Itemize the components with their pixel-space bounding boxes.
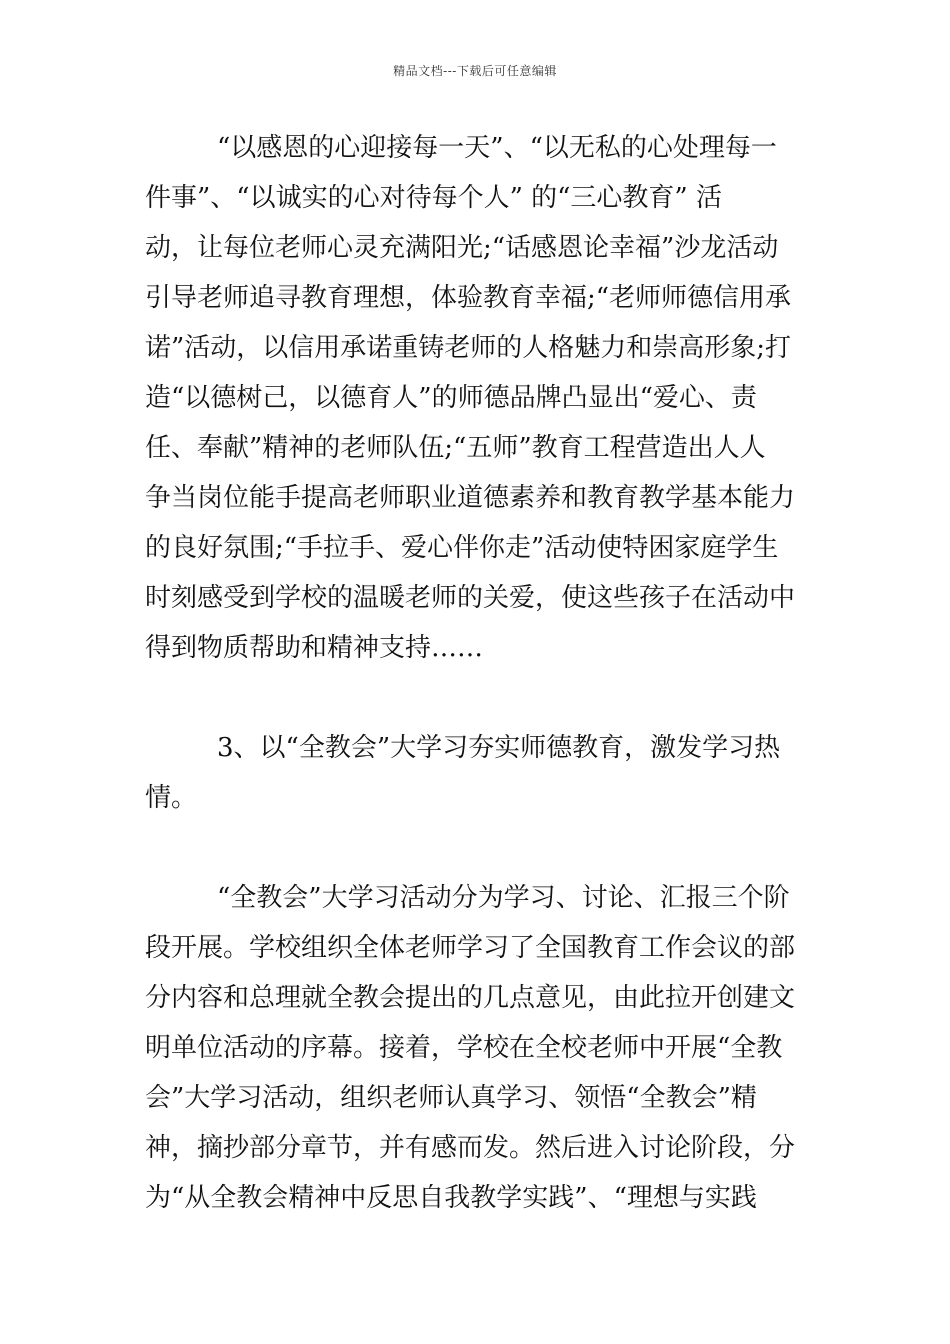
paragraph-1-line-4: 引导老师追寻教育理想，体验教育幸福;“老师师德信用承 [145, 283, 792, 313]
paragraph-3-line-6: 神，摘抄部分章节，并有感而发。然后进入讨论阶段，分 [145, 1133, 796, 1163]
paragraph-1-line-9: 的良好氛围;“手拉手、爱心伴你走”活动使特困家庭学生 [145, 533, 779, 563]
paragraph-3-line-2: 段开展。学校组织全体老师学习了全国教育工作会议的部 [145, 933, 796, 963]
paragraph-1-line-1: “以感恩的心迎接每一天”、“以无私的心处理每一 [217, 133, 777, 163]
paragraph-1-line-2: 件事”、“以诚实的心对待每个人” 的“三心教育” 活 [145, 183, 722, 213]
paragraph-1-line-6: 造“以德树己，以德育人”的师德品牌凸显出“爱心、责 [145, 383, 757, 413]
paragraph-1-line-3: 动，让每位老师心灵充满阳光;“话感恩论幸福”沙龙活动 [145, 233, 779, 263]
paragraph-3-line-7: 为“从全教会精神中反思自我教学实践”、“理想与实践 [145, 1183, 757, 1213]
paragraph-3-line-4: 明单位活动的序幕。接着，学校在全校老师中开展“全教 [145, 1033, 783, 1063]
paragraph-1-line-11: 得到物质帮助和精神支持…… [145, 633, 484, 663]
paragraph-1-line-10: 时刻感受到学校的温暖老师的关爱，使这些孩子在活动中 [145, 583, 796, 613]
paragraph-1-line-8: 争当岗位能手提高老师职业道德素养和教育教学基本能力 [145, 483, 796, 513]
paragraph-3-line-5: 会”大学习活动，组织老师认真学习、领悟“全教会”精 [145, 1083, 757, 1113]
page-header: 精品文档---下载后可任意编辑 [393, 64, 557, 78]
section-heading-line-2: 情。 [145, 783, 198, 813]
paragraph-3-line-3: 分内容和总理就全教会提出的几点意见，由此拉开创建文 [145, 983, 796, 1013]
paragraph-3-line-1: “全教会”大学习活动分为学习、讨论、汇报三个阶 [217, 883, 790, 913]
section-heading-line-1: 3、以“全教会”大学习夯实师德教育，激发学习热 [217, 733, 781, 763]
paragraph-1-line-7: 任、奉献”精神的老师队伍;“五师”教育工程营造出人人 [145, 433, 766, 463]
paragraph-1-line-5: 诺”活动，以信用承诺重铸老师的人格魅力和崇高形象;打 [145, 333, 792, 363]
